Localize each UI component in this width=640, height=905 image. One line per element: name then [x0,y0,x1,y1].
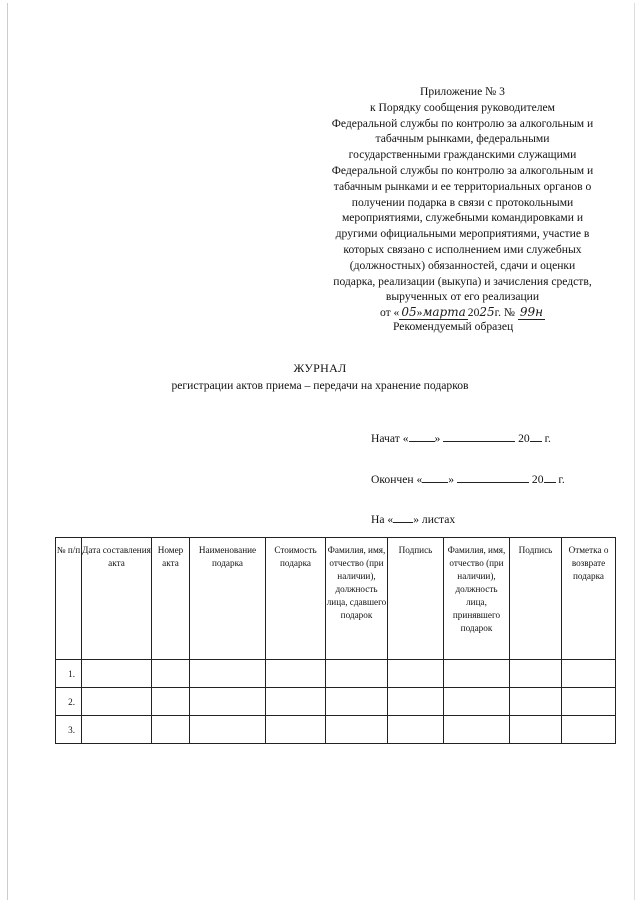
appendix-line: (должностных) обязанностей, сдачи и оценки [349,258,576,272]
appendix-line: которых связано с исполнением ими служебных [343,242,582,256]
column-header: Наименование подарка [190,538,266,660]
table-cell [152,716,190,744]
table-cell [444,716,510,744]
appendix-line: государственными гражданскими служащими [348,148,577,162]
table-cell [266,716,326,744]
table-cell [444,688,510,716]
table-cell [562,688,616,716]
table-cell [190,716,266,744]
table-cell [326,660,388,688]
table-cell [562,716,616,744]
table-cell [266,688,326,716]
journal-subtitle: регистрации актов приема – передачи на хранение подарков [171,379,469,392]
appendix-line: Приложение № 3 [420,85,505,98]
started-date-line: Начат « » 20 г. [371,432,551,445]
appendix-line: к Порядку сообщения руководителем [370,100,555,114]
table-cell [266,660,326,688]
table-cell [326,716,388,744]
row-number: 1. [56,660,82,688]
handwritten-day: 05 [401,305,417,320]
handwritten-month: марта [422,305,466,320]
appendix-line: табачным рынками и ее территориальных органов о [333,179,592,193]
table-cell [388,688,444,716]
table-row [56,688,616,716]
table-cell [326,688,388,716]
appendix-block [300,84,625,321]
row-number: 2. [56,688,82,716]
handwritten-year: 25 [479,305,495,320]
table-row [56,660,616,688]
table-cell [444,660,510,688]
column-header: Фамилия, имя, отчество (при наличии), должность лица, принявшего подарок [444,538,510,660]
table-cell [152,688,190,716]
column-header: Отметка о возврате подарка [562,538,616,660]
table-cell [82,716,152,744]
appendix-line: табачным рынками, федеральными [375,132,550,146]
appendix-line: мероприятиями, служебными командировками и [341,211,584,225]
sheets-count-line: На « » листах [371,513,456,526]
table-cell [82,688,152,716]
table-cell [388,660,444,688]
table-cell [562,660,616,688]
handwritten-order-number: 99н [519,305,544,320]
column-header: Стоимость подарка [266,538,326,660]
table-cell [510,688,562,716]
table-cell [190,688,266,716]
row-number: 3. [56,716,82,744]
gift-register-table [55,537,616,744]
table-row [56,716,616,744]
column-header: Фамилия, имя, отчество (при наличии), должность лица, сдавшего подарок [326,538,388,660]
table-cell [510,716,562,744]
column-header: Подпись [510,538,562,660]
appendix-line: Федеральной службы по контролю за алкогольным и [331,116,594,130]
table-cell [510,660,562,688]
table-cell [152,660,190,688]
table-cell [82,660,152,688]
column-header: № п/п [56,538,82,660]
order-date-line: от « 05»марта 2025г. № 99н [379,305,544,320]
appendix-line: подарка, реализации (выкупа) и зачисления средств, [333,274,592,288]
table-cell [190,660,266,688]
recommended-sample-label: Рекомендуемый образец [393,320,514,333]
appendix-line: вырученных от его реализации [385,290,540,304]
table-cell [388,716,444,744]
appendix-line: получении подарка в связи с протокольными [351,195,574,209]
journal-title: ЖУРНАЛ [293,361,347,375]
ended-date-line: Окончен « » 20 г. [371,473,565,486]
column-header: Дата составления акта [82,538,152,660]
appendix-line: Федеральной службы по контролю за алкогольным и [331,163,594,177]
appendix-line: другими официальными мероприятиями, участие в [335,227,590,241]
column-header: Подпись [388,538,444,660]
column-header: Номер акта [152,538,190,660]
table-header-row [56,538,616,660]
